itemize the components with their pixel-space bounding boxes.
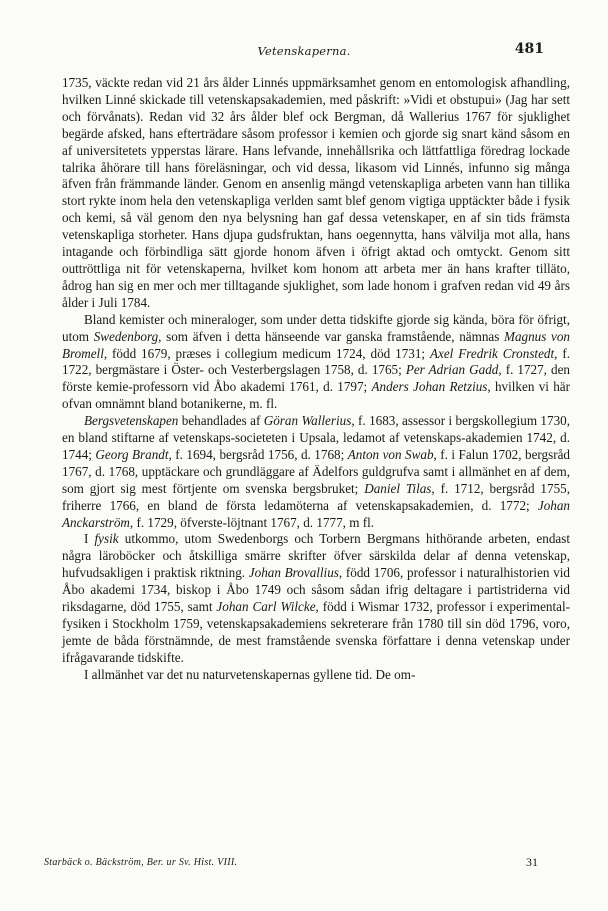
italic-name: Daniel Tilas [364,480,432,496]
italic-name: Göran Wallerius [263,413,352,429]
paragraph [62,75,570,312]
paragraph [62,312,570,413]
italic-name: Swedenborg [93,328,159,344]
text-run: , hvilken vi här ofvan omnämnt bland botanikerne, m. fl. [62,379,570,412]
italic-name: Johan Anckarström [62,497,570,530]
italic-name: Georg Brandt [95,446,169,462]
page-header [0,41,608,64]
page-footer [0,857,608,875]
paragraph [62,413,570,531]
text-run: , född 1679, præses i collegium medicum 1724, död 1731; [103,345,430,361]
italic-name: fysik [94,531,119,547]
text-run: , f. 1694, bergsråd 1756, d. 1768; [168,446,348,462]
text-run: , f. i Falun 1702, bergsråd 1767, d. 1768, upptäckare och grundläggare af Ädelfors guldgrufva samt i allmänhet en af dem, som gjort sig mest förtjente om svenska bergsbruket; [62,446,570,496]
text-run: I [84,531,95,547]
footer-source: Starbäck o. Bäckström, Ber. ur Sv. Hist. VIII. [44,857,238,868]
italic-name: Johan Brovallius [248,565,339,581]
italic-name: Bergsvetenskapen [84,413,179,429]
paragraph [62,667,570,684]
text-run: , f. 1683, assessor i bergskollegium 1730, en bland stiftarne af vetenskaps-societeten i Upsala, ledamot af vetenskaps-akademien 1742, d. 1744; [62,413,571,462]
text-run: , född 1706, professor i naturalhistorien vid Åbo akademi 1734, biskop i Åbo 1749 och såsom sådan ifrig deltagare i partistriderna vid riksdagarne, död 1755, samt [62,565,570,615]
text-run: I allmänhet var det nu naturvetenskapernas gyllene tid. De om- [84,666,416,682]
text-run: utkommo, utom Swedenborgs och Torbern Bergmans hithörande arbeten, endast några läroböcker och åtskilliga smärre skrifter öfver särskilda delar af denna vetenskap, hufvudsakligen i praktisk riktning. [62,531,570,581]
text-run: , f. 1729, öfverste-löjtnant 1767, d. 1777, m fl. [129,514,375,530]
text-run: , som äfven i detta hänseende var ganska framstående, nämnas [158,328,504,344]
body-text [62,75,570,684]
text-run: 1735, väckte redan vid 21 års ålder Linnés uppmärksamhet genom en entomologisk afhandling, hvilken Linné skickade till vetenskapsakademien, med påskrift: »Vidi et obstupui» (Jag har sett och förvånats). Redan vid 32 års ålder blef ock Bergman, då Wallerius 1767 för sjuklighet begärde afsked, hans efterträdare såsom professor i kemien och gjorde sig snart känd såsom en af universitetets ypperstas lärare. Hans lefvande, innehållsrika och lättfattliga föredrag lockade talrika åhörare till hans föreläsningar, och vid dessa, likasom vid Linnés, infunno sig många äfven från främmande länder. Genom en ansenlig mängd vetenskapliga arbeten vann han tillika stort rykte inom hela den vetenskapliga verlden samt blef genom vigtiga upptäckter både i fysik och kemi, så väl genom den nya belysning han gaf dessa vetenskaper, en af sin tids främsta vetenskapliga storheter. Hans djupa gudsfruktan, hans oegennytta, hans välvilja mot alla, hans intagande och förbindliga sätt gjorde honom äfven i öfrigt aktad och omtyckt. Genom sitt outtröttliga nit för vetenskaperna, hvilket kom honom att arbeta mer än hans krafter tilläto, ådrog han sig en mer och mer tilltagande sjuklighet, som lade honom i grafven redan vid 49 års ålder i Juli 1784. [62,75,570,310]
text-run: Bland kemister och mineraloger, som under detta tidskifte gjorde sig kända, böra för öfrigt, utom [62,311,570,344]
italic-name: Anders Johan Retzius [371,379,488,395]
italic-name: Johan Carl Wilcke [216,599,316,615]
text-run: behandlades af [178,413,264,429]
text-run: , f. 1722, bergmästare i Öster- och Vesterbergslagen 1758, d. 1765; [62,345,570,378]
signature-mark: 31 [526,855,538,869]
italic-name: Anton von Swab [347,446,434,462]
text-run: , f. 1712, bergsråd 1755, friherre 1766, en bland de första ledamöterna af vetenskapsakademien, d. 1772; [62,480,570,513]
text-run: , f. 1727, den förste kemie-professorn vid Åbo akademi 1761, d. 1797; [62,362,570,395]
italic-name: Axel Fredrik Cronstedt [429,345,555,361]
italic-name: Per Adrian Gadd [405,362,499,378]
paragraph [62,531,570,666]
text-run: , född i Wismar 1732, professor i experimental-fysiken i Stockholm 1759, vetenskapsakademiens sekreterare från 1780 till sin död 1796, voro, jemte de båda förstnämnde, de mest framstående svenska författare i denna vetenskap under ifrågavarande tidskifte. [62,599,571,665]
running-title: Vetenskaperna. [257,44,351,58]
italic-name: Magnus von Bromell [62,328,570,361]
page-number: 481 [514,41,544,57]
